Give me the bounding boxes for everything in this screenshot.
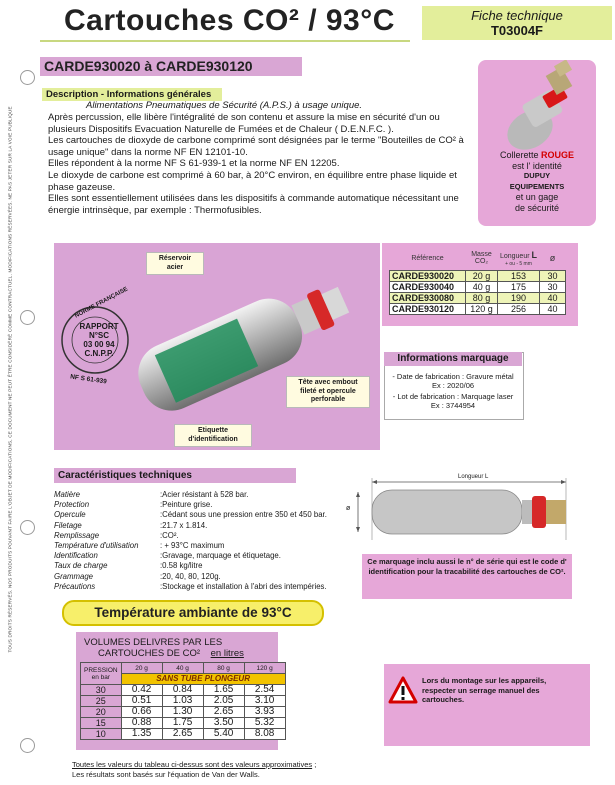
ref-cell: CARDE930020 xyxy=(390,271,466,282)
label-reservoir: Réservoir acier xyxy=(146,252,204,275)
table-row xyxy=(81,685,286,696)
spec-value: :Gravage, marquage et étiquetage. xyxy=(160,551,281,561)
stamp-line: N°SC xyxy=(88,331,110,340)
description-paragraph: Les cartouches de dioxyde de carbone comprimé sont désignées par le terme "Bouteilles de CO² à usage unique" dans la norme NF EN 12101-10. xyxy=(48,135,464,158)
pressure-label2: en bar xyxy=(91,673,111,681)
marquage-line: Ex : 3744954 xyxy=(430,401,476,410)
table-row xyxy=(390,293,566,304)
table-row xyxy=(81,696,286,707)
side-legal-text: TOUS DROITS RÉSERVÉS. NOS PRODUITS POUVANT FAIRE L'OBJET DE MODIFICATIONS, CE DOCUMENT NE PEUT ÊTRE CONSIDÉRÉ COMME CONTRACTUEL. MODIFICATIONS RÉSERVÉES. NE PAS JETER SUR LA VOIE PUBLIQUE xyxy=(7,106,13,653)
volume-cell: 1.03 xyxy=(162,696,203,707)
collar-caption xyxy=(478,150,596,213)
masse-cell: 80 g xyxy=(466,293,498,304)
table-row xyxy=(81,729,286,740)
volume-cell: 8.08 xyxy=(244,729,285,740)
ref-header-reference: Référence xyxy=(411,254,444,262)
pressure-cell: 10 xyxy=(81,729,122,740)
stamp-line: RAPPORT xyxy=(79,322,119,331)
ref-header-longueur-label: Longueur xyxy=(499,252,530,260)
longueur-cell: 175 xyxy=(498,282,540,293)
label-etiquette: Etiquette d'identification xyxy=(174,424,252,447)
table-row xyxy=(81,718,286,729)
longueur-cell: 153 xyxy=(498,271,540,282)
volume-cell: 0.84 xyxy=(162,685,203,696)
label-tete: Tête avec embout fileté et opercule perforable xyxy=(286,376,370,408)
table-row xyxy=(390,271,566,282)
pressure-label1: PRESSION xyxy=(84,666,118,674)
volume-cell: 2.65 xyxy=(162,729,203,740)
ref-header-masse-label: Masse xyxy=(471,251,492,258)
masse-cell: 40 g xyxy=(466,282,498,293)
pressure-cell: 15 xyxy=(81,718,122,729)
spec-row xyxy=(54,510,327,520)
volume-column-header: 120 g xyxy=(244,663,285,674)
pressure-cell: 30 xyxy=(81,685,122,696)
sans-tube-label: SANS TUBE PLONGEUR xyxy=(121,674,285,685)
ref-cell: CARDE930120 xyxy=(390,304,466,315)
volume-cell: 2.05 xyxy=(203,696,244,707)
ref-header-longueur xyxy=(498,246,540,271)
spec-value: :Peinture grise. xyxy=(160,500,213,510)
volume-cell: 5.40 xyxy=(203,729,244,740)
spec-key: Protection xyxy=(54,500,90,510)
page-title: Cartouches CO² / 93°C xyxy=(64,4,395,37)
description-body xyxy=(48,112,478,216)
marquage-line: - Date de fabrication : Gravure métal xyxy=(392,372,514,381)
description-paragraph: Elles sont essentiellement utilisées dans les dispositifs à commande automatique nécessitant une énergie intrinsèque, par exemple : Thermofusibles. xyxy=(48,193,459,216)
spec-row xyxy=(54,490,327,500)
volume-column-header: 40 g xyxy=(162,663,203,674)
diametre-cell: 40 xyxy=(540,304,566,315)
dimension-length-label: Longueur L xyxy=(458,474,489,480)
volumes-title-line2: CARTOUCHES DE CO² xyxy=(98,647,201,659)
footnote xyxy=(72,760,316,779)
pressure-cell: 25 xyxy=(81,696,122,707)
stamp-line: C.N.P.P. xyxy=(84,349,114,358)
spec-value: :20, 40, 80, 120g. xyxy=(160,571,221,581)
spec-value: :21.7 x 1.814. xyxy=(160,520,208,530)
collar-line3: DUPUY xyxy=(523,171,551,180)
volume-cell: 0.51 xyxy=(121,696,162,707)
spec-value: :CO². xyxy=(160,530,179,540)
fiche-technique-box xyxy=(422,6,612,40)
binder-hole xyxy=(20,520,35,535)
volumes-title xyxy=(84,638,264,659)
volume-cell: 0.42 xyxy=(121,685,162,696)
spec-row xyxy=(54,541,327,551)
dimension-drawing xyxy=(346,470,578,552)
marquage-heading: Informations marquage xyxy=(384,352,522,366)
spec-value: :Cédant sous une pression entre 350 et 450 bar. xyxy=(160,510,327,520)
spec-key: Opercule xyxy=(54,510,86,520)
pressure-cell: 20 xyxy=(81,707,122,718)
volumes-table xyxy=(80,662,286,740)
collar-rouge: ROUGE xyxy=(541,150,575,160)
cartridge-head-illustration xyxy=(492,60,588,152)
marquage-line: Ex : 2020/06 xyxy=(431,381,475,390)
spec-key: Précautions xyxy=(54,581,96,591)
volume-cell: 3.10 xyxy=(244,696,285,707)
ref-header-masse-unit: CO₂ xyxy=(474,258,489,265)
description-paragraph: Après percussion, elle libère l'intégralité de son contenu et assure la mise en sécurité d'un ou plusieurs Dispositifs Evacuation Naturelle de Fumées et de Chaleur ( D.E.N.F.C. ). xyxy=(48,112,440,135)
spec-row xyxy=(54,582,327,592)
volume-cell: 0.66 xyxy=(121,707,162,718)
temperature-banner: Température ambiante de 93°C xyxy=(62,600,324,626)
specs-list xyxy=(54,490,327,592)
ref-header-diametre: ø xyxy=(549,253,556,263)
stamp-bottom-text: NF S 61-939 xyxy=(69,373,108,386)
masse-cell: 120 g xyxy=(466,304,498,315)
caracteristiques-heading: Caractéristiques techniques xyxy=(54,468,296,483)
spec-row xyxy=(54,572,327,582)
spec-key: Grammage xyxy=(54,571,93,581)
spec-key: Température d'utilisation xyxy=(54,541,139,551)
marquage-line: - Lot de fabrication : Marquage laser xyxy=(392,392,514,401)
dimension-note: Ce marquage inclu aussi le n° de série qui est le code d' identification pour la tracabilité des cartouches de CO². xyxy=(362,554,572,599)
spec-value: :Stockage et installation à l'abri des intempéries. xyxy=(160,581,327,591)
masse-cell: 20 g xyxy=(466,271,498,282)
spec-key: Identification xyxy=(54,551,98,561)
ref-header-masse xyxy=(466,246,498,271)
binder-hole xyxy=(20,738,35,753)
volume-column-header: 20 g xyxy=(121,663,162,674)
collar-line1: Collerette xyxy=(499,150,539,160)
volume-cell: 2.54 xyxy=(244,685,285,696)
volume-cell: 0.88 xyxy=(121,718,162,729)
spec-value: : + 93°C maximum xyxy=(160,541,225,551)
stamp-center xyxy=(76,322,122,358)
collar-line5: et un gage xyxy=(515,192,559,202)
fiche-label: Fiche technique xyxy=(471,8,563,23)
collar-line2: est l' identité xyxy=(512,160,562,171)
volume-cell: 1.75 xyxy=(162,718,203,729)
description-subtitle: Alimentations Pneumatiques de Sécurité (A.P.S.) à usage unique. xyxy=(86,100,363,111)
ref-cell: CARDE930040 xyxy=(390,282,466,293)
table-row xyxy=(81,707,286,718)
stamp-ring-text: NORME FRANÇAISE xyxy=(74,286,129,320)
volume-cell: 1.35 xyxy=(121,729,162,740)
spec-key: Filetage xyxy=(54,520,82,530)
volumes-title-unit: en litres xyxy=(210,647,244,659)
footnote-line1-end: ; xyxy=(312,760,317,769)
volume-column-header: 80 g xyxy=(203,663,244,674)
binder-hole xyxy=(20,70,35,85)
fiche-code: T03004F xyxy=(490,23,544,38)
ref-cell: CARDE930080 xyxy=(390,293,466,304)
spec-value: :0.58 kg/litre xyxy=(160,561,203,571)
description-paragraph: Le dioxyde de carbone est comprimé à 60 bar, à 20°C environ, en équilibre entre phase liquide et phase gazeuse. xyxy=(48,169,457,193)
spec-row xyxy=(54,561,327,571)
volume-cell: 2.65 xyxy=(203,707,244,718)
reference-table xyxy=(389,246,566,315)
marquage-body xyxy=(386,372,520,410)
description-paragraph: Elles répondent à la norme NF S 61-939-1 et la norme NF EN 12205. xyxy=(48,158,340,170)
volume-cell: 1.30 xyxy=(162,707,203,718)
description-heading: Description - Informations générales xyxy=(42,88,222,101)
volumes-title-line1: VOLUMES DELIVRES PAR LES xyxy=(84,637,223,648)
spec-key: Remplissage xyxy=(54,530,100,540)
spec-key: Matière xyxy=(54,490,80,499)
diametre-cell: 40 xyxy=(540,293,566,304)
binder-hole xyxy=(20,310,35,325)
volume-cell: 3.93 xyxy=(244,707,285,718)
collar-line4: EQUIPEMENTS xyxy=(509,181,565,191)
dimension-diam-label: ø xyxy=(346,505,351,512)
diametre-cell: 30 xyxy=(540,282,566,293)
pressure-header xyxy=(81,663,122,685)
stamp-line: 03 00 94 xyxy=(83,340,115,349)
spec-value: :Acier résistant à 528 bar. xyxy=(160,490,249,499)
collar-line6: de sécurité xyxy=(514,202,560,213)
spec-key: Taux de charge xyxy=(54,561,108,571)
ref-header-longueur-symbol: L xyxy=(531,249,538,260)
spec-row xyxy=(54,551,327,561)
footnote-line2: Les résultats sont basés sur l'équation de Van der Walls. xyxy=(72,769,260,779)
product-range: CARDE930020 à CARDE930120 xyxy=(40,57,302,76)
volume-cell: 3.50 xyxy=(203,718,244,729)
footnote-line1: Toutes les valeurs du tableau ci-dessus sont des valeurs approximatives xyxy=(72,760,313,769)
warning-text: Lors du montage sur les appareils, respecter un serrage manuel des cartouches. xyxy=(422,676,547,704)
longueur-cell: 256 xyxy=(498,304,540,315)
volume-cell: 5.32 xyxy=(244,718,285,729)
warning-icon xyxy=(388,676,418,704)
diametre-cell: 30 xyxy=(540,271,566,282)
spec-row xyxy=(54,500,327,510)
spec-row xyxy=(54,531,327,541)
volume-cell: 1.65 xyxy=(203,685,244,696)
table-row xyxy=(390,304,566,315)
table-row xyxy=(390,282,566,293)
longueur-cell: 190 xyxy=(498,293,540,304)
ref-header-longueur-tol: + ou - 5 mm xyxy=(505,260,532,267)
title-underline xyxy=(40,40,410,42)
spec-row xyxy=(54,521,327,531)
